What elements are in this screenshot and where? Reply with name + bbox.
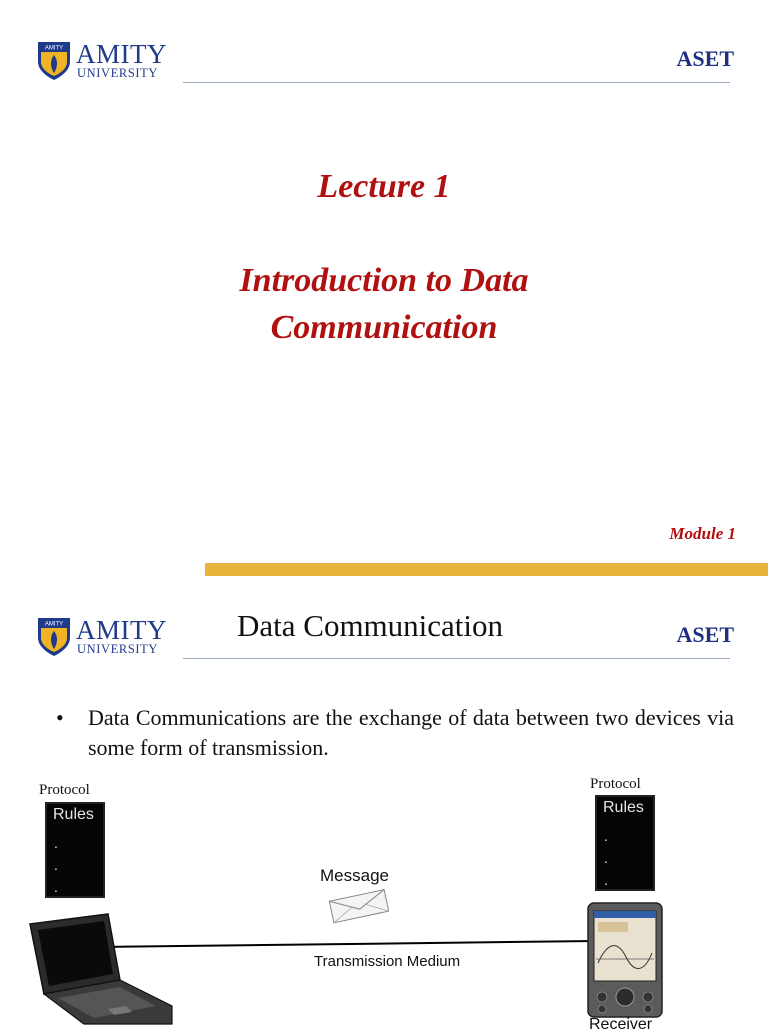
right-rules-label: Rules [603, 799, 644, 816]
aset-label: ASET [676, 622, 734, 647]
amity-crest-icon [36, 616, 72, 658]
transmission-line [100, 936, 600, 952]
module-label: Module 1 [669, 524, 736, 543]
rules-dot: . [604, 828, 608, 844]
amity-logo [36, 616, 171, 658]
amity-crest-icon [36, 40, 72, 82]
logo-sub: UNIVERSITY [77, 66, 158, 80]
right-protocol-label: Protocol [590, 776, 641, 792]
lecture-subtitle-line1: Introduction to Data [239, 262, 529, 299]
logo-brand: AMITY [76, 615, 167, 645]
left-rules-box [45, 802, 105, 898]
envelope-icon [325, 889, 395, 923]
lecture-title: Lecture 1 [317, 168, 451, 205]
lecture-subtitle-line2: Communication [270, 309, 498, 346]
left-rules-label: Rules [53, 806, 94, 823]
rules-dot: . [54, 857, 58, 873]
header-divider [183, 658, 730, 659]
slide-title: Data Communication [237, 608, 504, 643]
logo-brand: AMITY [76, 39, 167, 69]
svg-text:AMITY: AMITY [44, 45, 64, 52]
bullet-text: Data Communications are the exchange of data between two devices via some form of transmission. [88, 705, 734, 760]
header-divider [183, 82, 730, 83]
svg-text:AMITY: AMITY [44, 621, 64, 628]
pda-icon [586, 901, 664, 1019]
rules-dot: . [54, 879, 58, 895]
receiver-label: Receiver [589, 1016, 653, 1033]
slide-2 [0, 576, 768, 1033]
left-protocol-label: Protocol [39, 782, 90, 798]
message-label: Message [320, 866, 389, 885]
bullet-icon: • [56, 705, 64, 730]
rules-dot: . [54, 835, 58, 851]
rules-dot: . [604, 850, 608, 866]
rules-dot: . [604, 872, 608, 888]
footer-bar [205, 563, 768, 576]
right-rules-box [595, 795, 655, 891]
logo-sub: UNIVERSITY [77, 642, 158, 656]
medium-label: Transmission Medium [314, 953, 461, 970]
aset-label: ASET [676, 46, 734, 71]
laptop-icon [24, 906, 174, 1024]
amity-logo [36, 40, 171, 82]
